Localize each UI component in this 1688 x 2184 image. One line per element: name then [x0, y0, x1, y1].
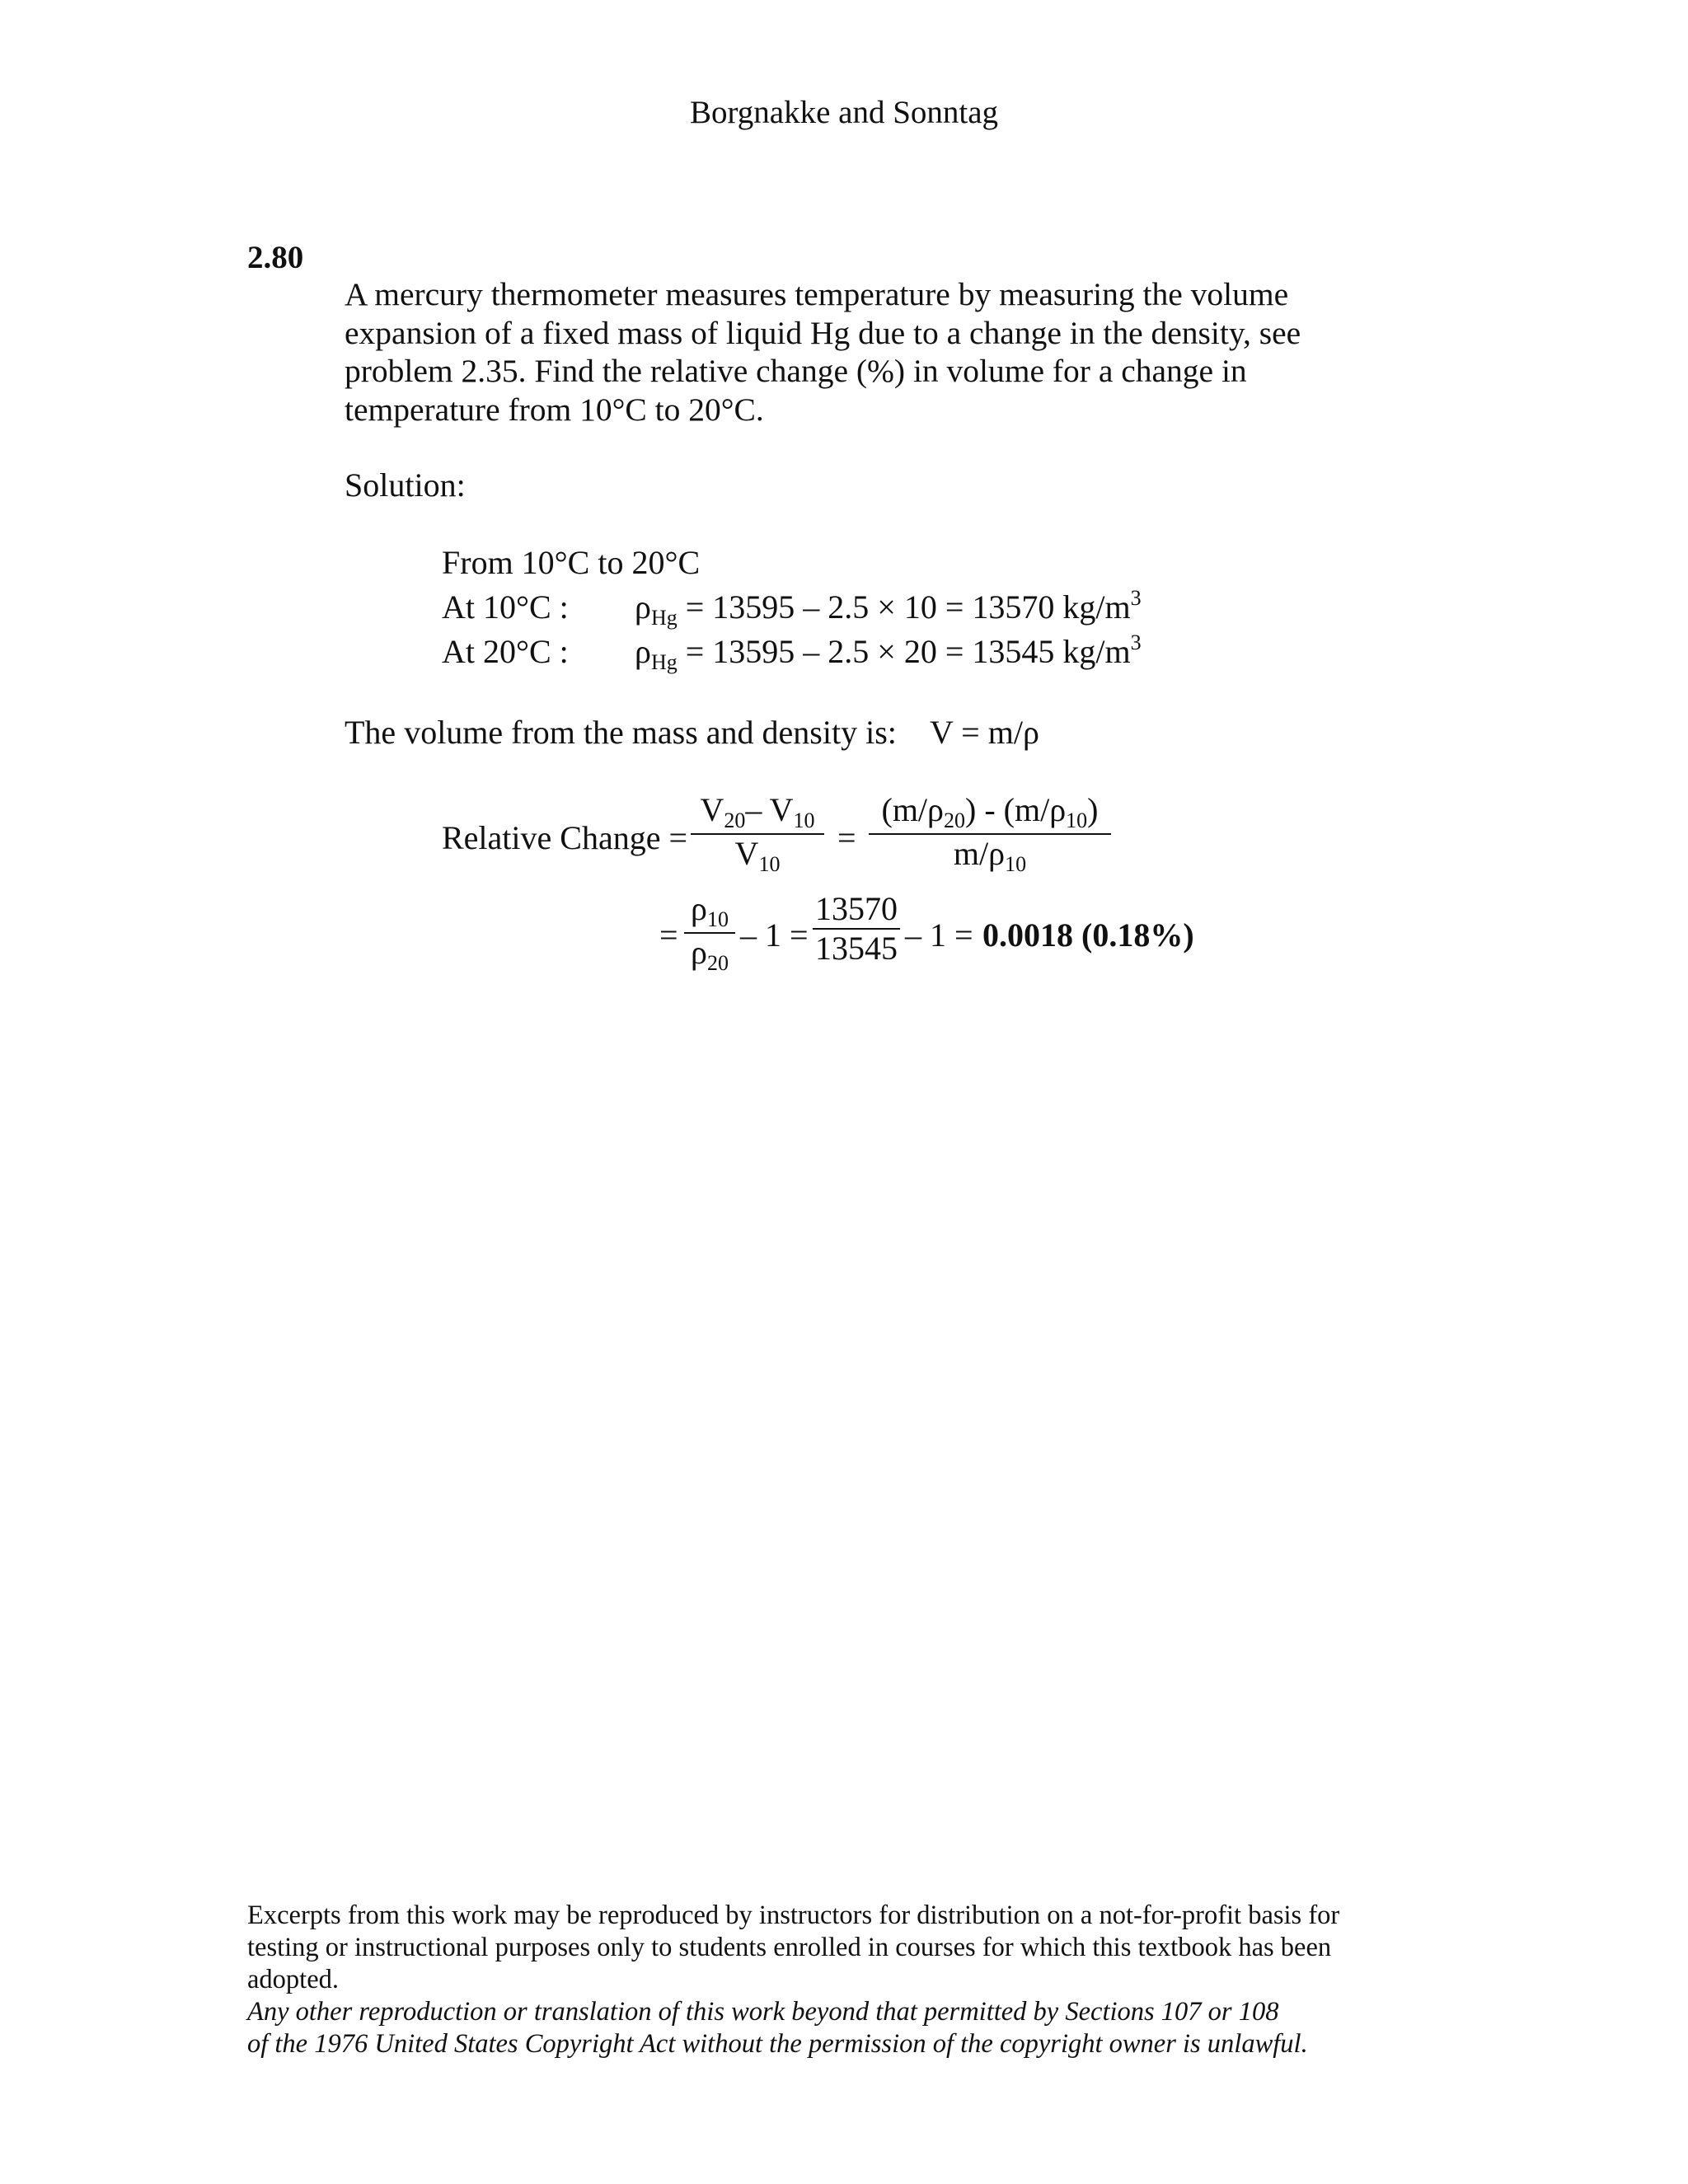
fraction-numerator: $V_{20}-$ $V_{10}$ [691, 791, 824, 835]
fraction-denominator: $\rho_{20}$ [691, 934, 729, 975]
fraction-numerator: $\rho_{10}$ [684, 890, 735, 934]
footer-line: of the 1976 United States Copyright Act without the permission of the copyright owner is unlawful. [247, 2029, 1308, 2059]
fraction-mass-density [869, 791, 1111, 877]
fraction-numeric [813, 890, 900, 968]
fraction-numerator: 13570 [813, 890, 900, 930]
fraction-denominator: $V_{10}$ [734, 835, 781, 876]
problem-statement [345, 275, 1375, 429]
footer-line: Excerpts from this work may be reproduced by instructors for distribution on a not-for-profit basis for [247, 1900, 1340, 1930]
fraction-density-ratio [684, 890, 735, 976]
relative-change-label: Relative Change = [442, 819, 688, 856]
fraction-denominator: 13545 [815, 930, 898, 967]
equals-sign: = [837, 819, 856, 856]
page-header-authors: Borgnakke and Sonntag [689, 95, 999, 130]
rho-subscript: Hg [650, 650, 678, 674]
minus-one-equals: – 1 = [740, 916, 809, 954]
rho-symbol: ρ [635, 588, 651, 626]
unit-superscript: 3 [1130, 630, 1142, 654]
volume-formula: V = m/ρ [930, 714, 1039, 751]
fraction-numerator: $(m/\rho_{20}) - (m/\rho_{10})$ [869, 791, 1111, 835]
density-expression: = 13595 – 2.5 × 10 = 13570 kg/m [685, 588, 1131, 626]
minus-one-equals: – 1 = [905, 916, 973, 954]
statement-line: temperature from 10°C to 20°C. [345, 391, 764, 428]
footer-line: adopted. Any other reproduction or translation of this work beyond that permitted by Sections 107 or 108 [247, 1965, 1279, 2027]
statement-line: problem 2.35. Find the relative change (%) in volume for a change in [345, 353, 1247, 389]
footer-line: testing or instructional purposes only to students enrolled in courses for which this textbook has been [247, 1933, 1332, 1962]
rho-symbol: ρ [635, 633, 651, 670]
volume-text: The volume from the mass and density is: [345, 714, 897, 751]
density-equation-20c [635, 630, 1142, 675]
fraction-denominator: $m/\rho_{10}$ [953, 835, 1027, 876]
copyright-footer [247, 1900, 1451, 2060]
temperature-range: From 10°C to 20°C [442, 544, 701, 581]
density-equation-10c [635, 588, 1142, 630]
statement-line: expansion of a fixed mass of liquid Hg due to a change in the density, see [345, 314, 1301, 351]
row-label-20c: At 20°C : [442, 633, 569, 670]
statement-line: A mercury thermometer measures temperature by measuring the volume [345, 276, 1289, 312]
unit-superscript: 3 [1130, 586, 1142, 610]
solution-heading: Solution: [345, 466, 466, 504]
rho-subscript: Hg [650, 606, 678, 630]
row-label-10c: At 10°C : [442, 588, 569, 626]
density-expression: = 13595 – 2.5 × 20 = 13545 kg/m [685, 633, 1131, 670]
problem-number: 2.80 [247, 240, 304, 275]
equals-sign: = [659, 916, 678, 954]
fraction-volume-diff [691, 791, 824, 877]
final-result: 0.0018 (0.18%) [982, 916, 1194, 954]
